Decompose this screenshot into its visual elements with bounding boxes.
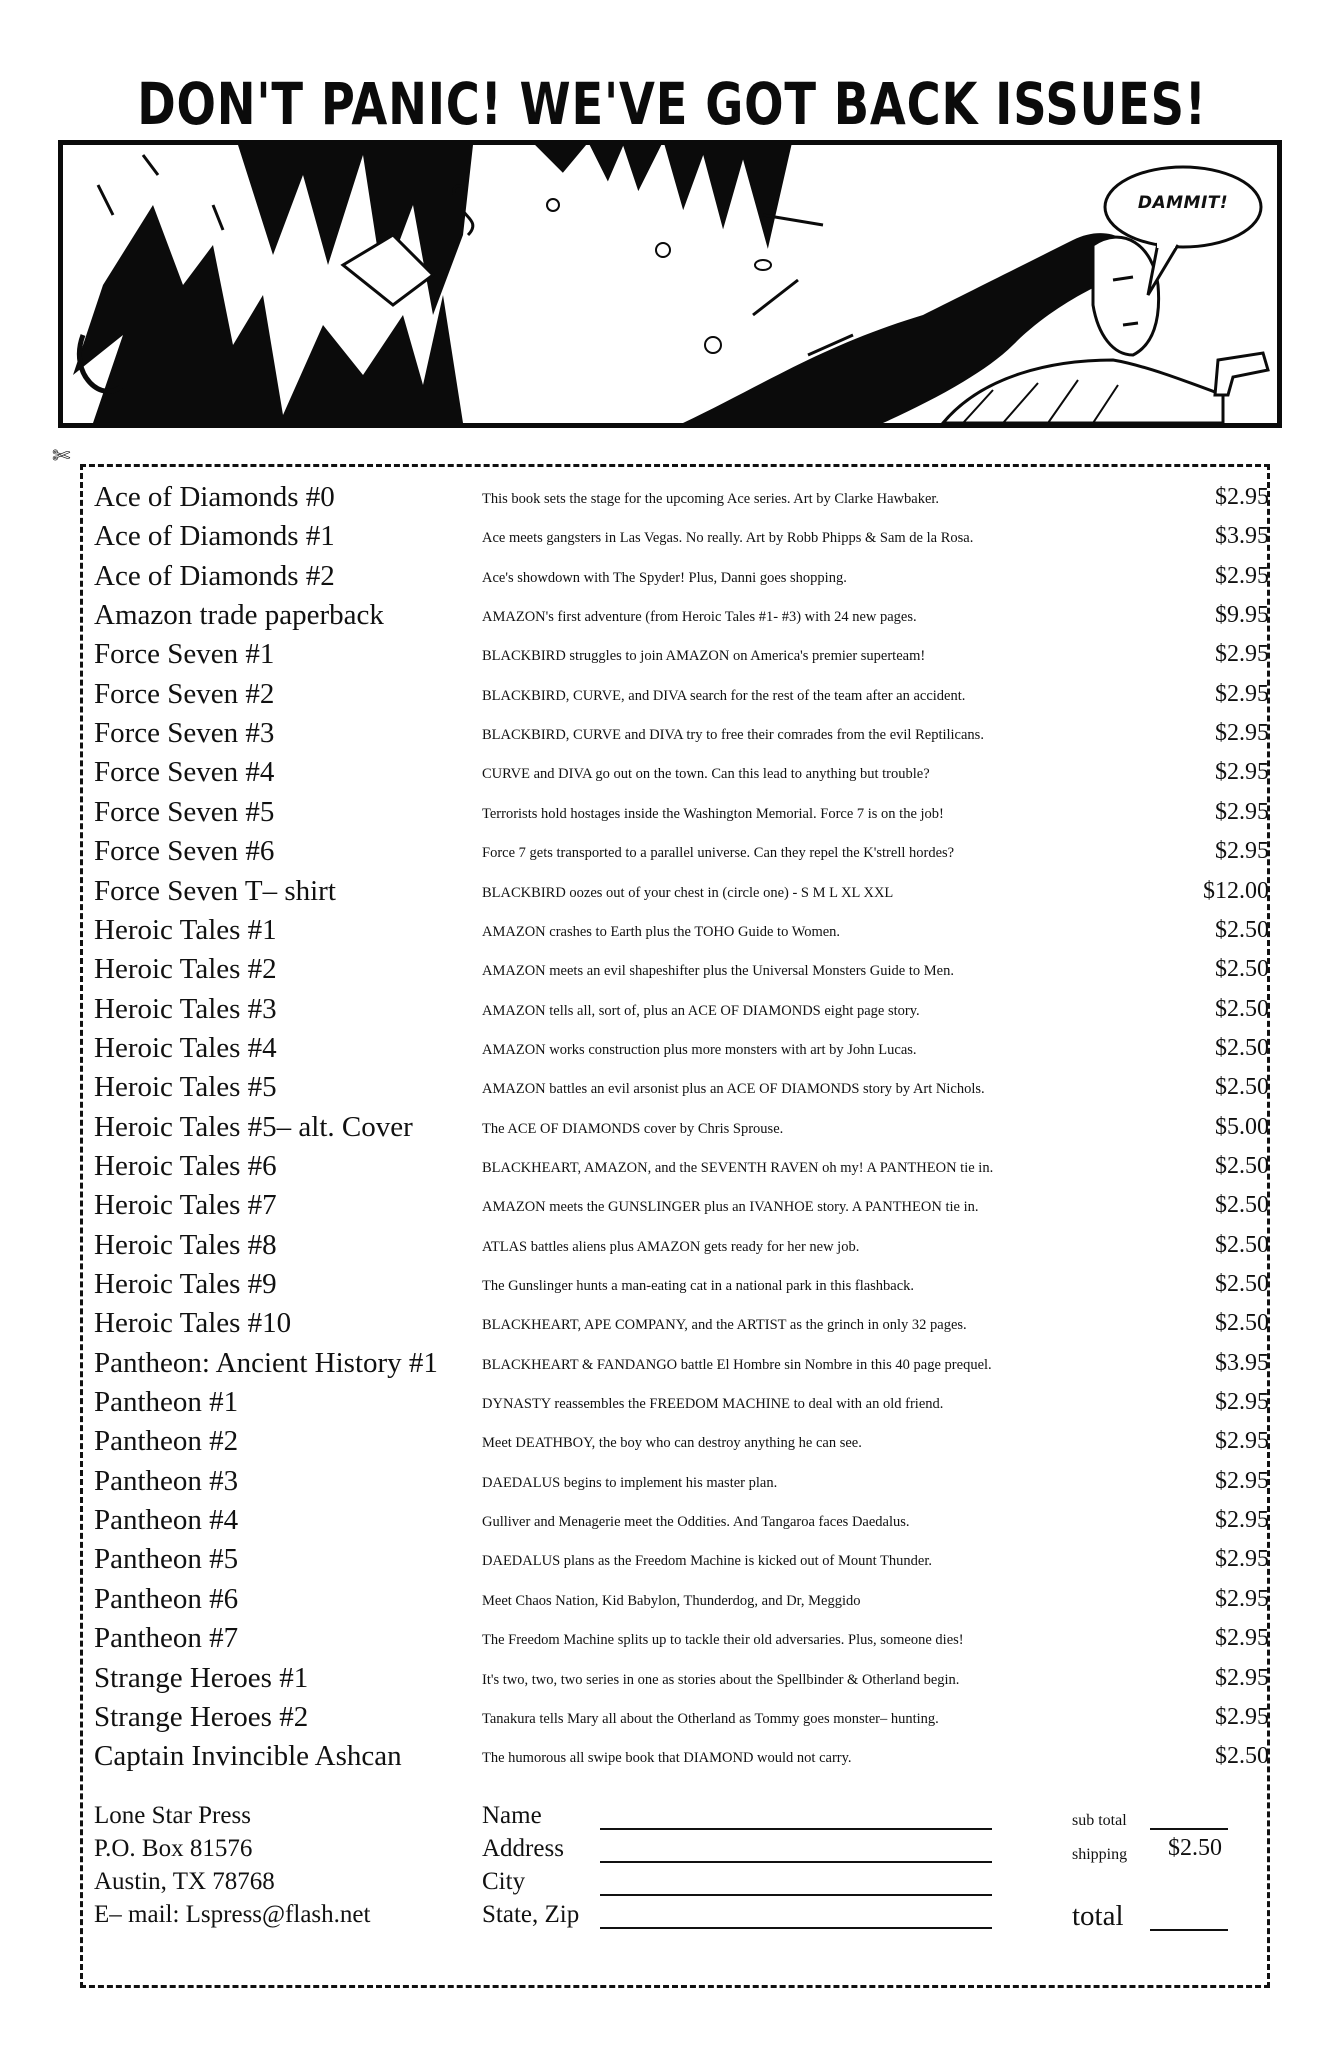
issue-title: Strange Heroes #2 xyxy=(94,1700,309,1733)
issue-price: $2.50 xyxy=(1215,1231,1269,1258)
issue-price: $3.95 xyxy=(1215,523,1269,550)
issue-title: Pantheon #5 xyxy=(94,1543,239,1576)
back-issue-row xyxy=(94,753,1274,792)
issue-price: $2.95 xyxy=(1215,838,1269,865)
issue-description: The Gunslinger hunts a man-eating cat in a national park in this flashback. xyxy=(482,1278,915,1294)
scissors-icon: ✄ xyxy=(52,444,71,469)
issue-title: Heroic Tales #1 xyxy=(94,913,277,946)
back-issue-row xyxy=(94,596,1274,635)
back-issue-row xyxy=(94,675,1274,714)
debris-shard xyxy=(343,235,433,305)
total-label: total xyxy=(1072,1900,1124,1932)
debris-dot xyxy=(705,337,721,353)
back-issue-row xyxy=(94,1265,1274,1304)
back-issue-row xyxy=(94,635,1274,674)
issue-description: Terrorists hold hostages inside the Washington Memorial. Force 7 is on the job! xyxy=(482,805,944,822)
issue-description: Ace meets gangsters in Las Vegas. No really. Art by Robb Phipps & Sam de la Rosa. xyxy=(482,530,974,547)
issue-price: $2.95 xyxy=(1215,798,1269,825)
issue-description: BLACKHEART & FANDANGO battle El Hombre sin Nombre in this 40 page prequel. xyxy=(482,1356,992,1373)
issue-price: $2.50 xyxy=(1215,916,1269,943)
comic-art xyxy=(63,145,1277,423)
headline: DON'T PANIC! WE'VE GOT BACK ISSUES! xyxy=(137,70,1207,138)
issue-title: Force Seven #2 xyxy=(94,677,275,710)
back-issue-row xyxy=(94,517,1274,556)
back-issue-row xyxy=(94,950,1274,989)
pistol xyxy=(1215,353,1268,395)
issue-price: $2.95 xyxy=(1215,1546,1269,1573)
issue-description: DAEDALUS plans as the Freedom Machine is kicked out of Mount Thunder. xyxy=(482,1553,932,1570)
issue-price: $2.95 xyxy=(1215,680,1269,707)
issue-title: Heroic Tales #10 xyxy=(94,1307,292,1340)
comic-panel-illustration xyxy=(58,140,1282,428)
issue-title: Force Seven #1 xyxy=(94,638,275,671)
issue-price: $9.95 xyxy=(1215,602,1269,629)
issue-description: AMAZON meets an evil shapeshifter plus the Universal Monsters Guide to Men. xyxy=(482,963,954,980)
issue-title: Ace of Diamonds #1 xyxy=(94,520,335,553)
issue-description: ATLAS battles aliens plus AMAZON gets ready for her new job. xyxy=(482,1238,860,1255)
issue-title: Strange Heroes #1 xyxy=(94,1661,309,1694)
state-zip-label: State, Zip xyxy=(482,1901,580,1928)
issue-price: $2.95 xyxy=(1215,1585,1269,1612)
issue-title: Heroic Tales #5– alt. Cover xyxy=(94,1110,413,1143)
issue-description: AMAZON battles an evil arsonist plus an ACE OF DIAMONDS story by Art Nichols. xyxy=(482,1081,985,1098)
subtotal-input-line[interactable] xyxy=(1150,1828,1228,1830)
issue-title: Pantheon #6 xyxy=(94,1582,239,1615)
issue-price: $2.50 xyxy=(1215,995,1269,1022)
debris-dot xyxy=(547,199,559,211)
publisher-po-box: P.O. Box 81576 xyxy=(94,1835,253,1862)
woman-face xyxy=(1093,237,1159,355)
issue-title: Heroic Tales #8 xyxy=(94,1228,277,1261)
issue-description: BLACKBIRD, CURVE, and DIVA search for the rest of the team after an accident. xyxy=(482,687,966,704)
woman-shoulder xyxy=(943,360,1223,423)
issue-description: This book sets the stage for the upcoming Ace series. Art by Clarke Hawbaker. xyxy=(482,491,940,507)
issue-price: $2.50 xyxy=(1215,1192,1269,1219)
issue-price: $2.95 xyxy=(1215,641,1269,668)
issue-description: BLACKBIRD oozes out of your chest in (circle one) - S M L XL XXL xyxy=(482,884,894,901)
issue-description: AMAZON crashes to Earth plus the TOHO Guide to Women. xyxy=(482,923,841,940)
issue-price: $2.95 xyxy=(1215,1507,1269,1534)
issue-description: BLACKHEART, APE COMPANY, and the ARTIST as the grinch in only 32 pages. xyxy=(482,1317,967,1334)
issue-description: Tanakura tells Mary all about the Otherland as Tommy goes monster– hunting. xyxy=(482,1710,939,1727)
issue-title: Force Seven #4 xyxy=(94,756,275,789)
issue-title: Heroic Tales #3 xyxy=(94,992,277,1025)
issue-price: $2.50 xyxy=(1215,1743,1269,1770)
issue-description: The Freedom Machine splits up to tackle their old adversaries. Plus, someone dies! xyxy=(482,1632,964,1649)
issue-title: Force Seven #3 xyxy=(94,717,275,750)
back-issue-row xyxy=(94,1540,1274,1579)
speech-bubble-text: DAMMIT! xyxy=(1137,193,1229,213)
shipping-value: $2.50 xyxy=(1168,1835,1222,1861)
back-issue-row xyxy=(94,1462,1274,1501)
issue-description: Force 7 gets transported to a parallel universe. Can they repel the K'strell hordes? xyxy=(482,845,955,862)
name-label: Name xyxy=(482,1802,542,1829)
back-issue-row xyxy=(94,1383,1274,1422)
back-issue-row xyxy=(94,1422,1274,1461)
issue-description: DAEDALUS begins to implement his master plan. xyxy=(482,1474,778,1491)
state-zip-input-line[interactable] xyxy=(600,1927,992,1929)
issue-title: Pantheon #2 xyxy=(94,1425,239,1458)
issue-title: Heroic Tales #6 xyxy=(94,1149,277,1182)
issue-price: $2.95 xyxy=(1215,1625,1269,1652)
issue-description: AMAZON works construction plus more monsters with art by John Lucas. xyxy=(482,1041,917,1058)
issue-description: BLACKBIRD, CURVE and DIVA try to free their comrades from the evil Reptilicans. xyxy=(482,727,984,744)
back-issue-row xyxy=(94,1344,1274,1383)
issue-price: $2.95 xyxy=(1215,1467,1269,1494)
debris-dot xyxy=(755,260,771,270)
debris-dot xyxy=(656,243,670,257)
issue-price: $3.95 xyxy=(1215,1349,1269,1376)
issue-description: The humorous all swipe book that DIAMOND would not carry. xyxy=(482,1750,852,1767)
issue-title: Ace of Diamonds #2 xyxy=(94,559,335,592)
name-input-line[interactable] xyxy=(600,1828,992,1830)
back-issue-row xyxy=(94,911,1274,950)
issue-description: BLACKHEART, AMAZON, and the SEVENTH RAVEN oh my! A PANTHEON tie in. xyxy=(482,1159,994,1176)
issue-price: $2.95 xyxy=(1215,759,1269,786)
back-issue-row xyxy=(94,1619,1274,1658)
issue-title: Pantheon: Ancient History #1 xyxy=(94,1346,438,1379)
issue-title: Pantheon #1 xyxy=(94,1386,239,1419)
issue-description: Meet DEATHBOY, the boy who can destroy anything he can see. xyxy=(482,1435,862,1452)
speed-marks xyxy=(98,155,223,230)
issue-title: Heroic Tales #5 xyxy=(94,1071,277,1104)
publisher-city: Austin, TX 78768 xyxy=(94,1868,275,1895)
issue-price: $2.50 xyxy=(1215,1034,1269,1061)
issue-description: Ace's showdown with The Spyder! Plus, Danni goes shopping. xyxy=(482,569,847,586)
issue-title: Pantheon #3 xyxy=(94,1464,239,1497)
issue-description: AMAZON tells all, sort of, plus an ACE OF DIAMONDS eight page story. xyxy=(482,1002,920,1019)
issue-description: AMAZON's first adventure (from Heroic Tales #1- #3) with 24 new pages. xyxy=(482,609,917,626)
back-issue-row xyxy=(94,832,1274,871)
issue-description: Gulliver and Menagerie meet the Oddities. And Tangaroa faces Daedalus. xyxy=(482,1514,910,1531)
issue-price: $12.00 xyxy=(1203,877,1269,904)
back-issue-row xyxy=(94,1186,1274,1225)
address-label: Address xyxy=(482,1835,564,1862)
back-issue-row xyxy=(94,1698,1274,1737)
issue-title: Heroic Tales #7 xyxy=(94,1189,277,1222)
issue-price: $2.95 xyxy=(1215,1389,1269,1416)
issue-price: $2.50 xyxy=(1215,1271,1269,1297)
issue-price: $2.50 xyxy=(1215,1310,1269,1337)
issue-title: Heroic Tales #2 xyxy=(94,953,277,986)
back-issue-row xyxy=(94,1226,1274,1265)
city-label: City xyxy=(482,1868,526,1895)
back-issue-row xyxy=(94,1147,1274,1186)
address-input-line[interactable] xyxy=(600,1861,992,1863)
issue-description: BLACKBIRD struggles to join AMAZON on America's premier superteam! xyxy=(482,648,926,665)
issue-price: $2.95 xyxy=(1215,562,1269,589)
back-issue-row xyxy=(94,1108,1274,1147)
issue-price: $2.95 xyxy=(1215,1664,1269,1691)
back-issue-row xyxy=(94,1029,1274,1068)
publisher-name: Lone Star Press xyxy=(94,1802,251,1829)
issue-description: CURVE and DIVA go out on the town. Can this lead to anything but trouble? xyxy=(482,766,930,783)
issue-title: Amazon trade paperback xyxy=(94,599,384,632)
issue-price: $5.00 xyxy=(1215,1113,1269,1140)
issue-price: $2.50 xyxy=(1215,1074,1269,1101)
issue-description: Meet Chaos Nation, Kid Babylon, Thunderdog, and Dr, Meggido xyxy=(482,1592,861,1609)
back-issue-row xyxy=(94,990,1274,1029)
issue-price: $2.50 xyxy=(1215,956,1269,983)
issue-title: Ace of Diamonds #0 xyxy=(94,481,335,513)
back-issue-row xyxy=(94,1659,1274,1698)
subtotal-label: sub total xyxy=(1072,1812,1127,1829)
issue-title: Heroic Tales #9 xyxy=(94,1268,277,1300)
issue-title: Force Seven #6 xyxy=(94,835,275,868)
issue-price: $2.95 xyxy=(1215,484,1269,510)
issue-description: The ACE OF DIAMONDS cover by Chris Sprouse. xyxy=(482,1120,784,1137)
issue-title: Pantheon #7 xyxy=(94,1622,239,1655)
issue-title: Pantheon #4 xyxy=(94,1504,239,1537)
back-issue-row xyxy=(94,1501,1274,1540)
explosion-shape-top xyxy=(238,145,473,315)
issue-price: $2.95 xyxy=(1215,1428,1269,1455)
total-input-line[interactable] xyxy=(1150,1929,1228,1931)
back-issue-row xyxy=(94,1068,1274,1107)
issue-description: DYNASTY reassembles the FREEDOM MACHINE to deal with an old friend. xyxy=(482,1396,944,1413)
back-issue-row xyxy=(94,1737,1274,1776)
issue-description: It's two, two, two series in one as stories about the Spellbinder & Otherland begin. xyxy=(482,1671,960,1688)
issue-description: AMAZON meets the GUNSLINGER plus an IVANHOE story. A PANTHEON tie in. xyxy=(482,1199,979,1216)
issue-price: $2.95 xyxy=(1215,1703,1269,1730)
issue-title: Heroic Tales #4 xyxy=(94,1031,277,1064)
back-issue-row xyxy=(94,872,1274,911)
back-issue-row xyxy=(94,714,1274,753)
issue-price: $2.50 xyxy=(1215,1152,1269,1179)
shipping-label: shipping xyxy=(1072,1846,1128,1863)
issue-title: Force Seven T– shirt xyxy=(94,874,336,907)
back-issue-row xyxy=(94,557,1274,596)
speech-bubble-join xyxy=(1157,242,1175,248)
back-issue-row xyxy=(94,478,1274,517)
speech-bubble-tail xyxy=(1148,243,1178,295)
issue-title: Captain Invincible Ashcan xyxy=(94,1740,402,1773)
publisher-email: E– mail: Lspress@flash.net xyxy=(94,1901,371,1928)
back-issue-row xyxy=(94,793,1274,832)
issue-title: Force Seven #5 xyxy=(94,795,275,828)
back-issue-row xyxy=(94,1304,1274,1343)
back-issue-row xyxy=(94,1580,1274,1619)
city-input-line[interactable] xyxy=(600,1894,992,1896)
issue-price: $2.95 xyxy=(1215,720,1269,747)
